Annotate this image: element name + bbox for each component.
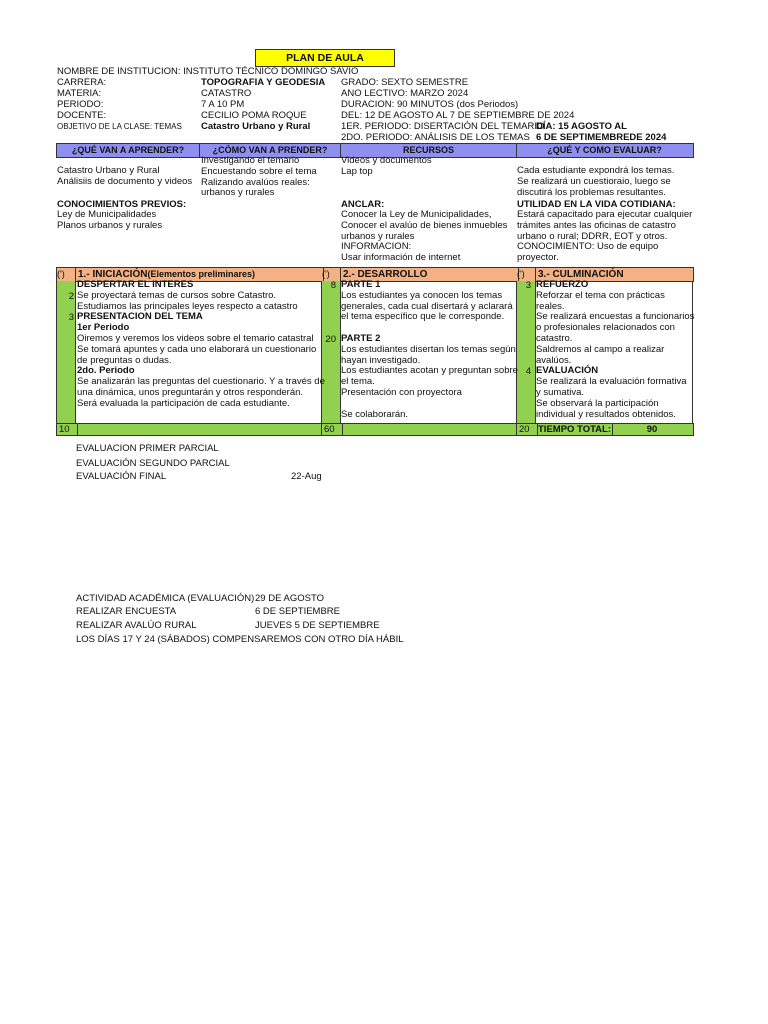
anclar-title: ANCLAR:	[341, 199, 385, 210]
col2-line: Encuestando sobre el tema	[201, 165, 317, 177]
des-line: Los estudiantes acotan y preguntan sobre	[341, 365, 518, 377]
col3-content	[341, 156, 432, 178]
col4b-content	[517, 210, 692, 264]
col3b-line: urbanos y rurales	[341, 230, 415, 242]
cul-line: o profesionales relacionados con	[536, 322, 675, 334]
cul-line: reales.	[536, 300, 565, 312]
institution-name: NOMBRE DE INSTITUCION: INSTITUTO TÉCNICO DOMINGO SAVIO	[57, 66, 359, 77]
primer-periodo: 1ER. PERIODO: DISERTACIÓN DEL TEMARIO	[341, 121, 545, 132]
col4b-line: Estará capacitado para ejecutar cualquier	[517, 209, 693, 220]
col-header-que: ¿QUÉ VAN A APRENDER?	[57, 144, 200, 157]
col2-content	[201, 156, 317, 199]
des-line: el tema.	[341, 376, 375, 388]
col4b-line: urbano o rural; DDRR, EOT y otros.	[517, 230, 668, 242]
col3b-content	[341, 210, 507, 264]
activity-3: REALIZAR AVALÚO RURAL	[76, 620, 197, 631]
grid-line	[56, 281, 57, 424]
tiempo-total-label: TIEMPO TOTAL:	[538, 424, 612, 435]
segundo-periodo: 2DO. PERIODO: ANÁLISIS DE LOS TEMAS	[341, 132, 530, 143]
ini-line: 2do. Periodo	[77, 365, 135, 377]
iniciacion-time-col	[57, 281, 75, 423]
activity-3-date: JUEVES 5 DE SEPTIEMBRE	[255, 620, 380, 631]
ini-line: Se proyectará temas de cursos sobre Catastro.	[77, 289, 277, 301]
activity-2-date: 6 DE SEPTIEMBRE	[255, 606, 340, 617]
ano-lectivo: ANO LECTIVO: MARZO 2024	[341, 88, 469, 99]
objetivo-value: Catastro Urbano y Rural	[201, 121, 311, 132]
col1-line: Análisiis de documento y videos	[57, 175, 193, 187]
phase-desarrollo: 2.- DESARROLLO	[341, 268, 519, 281]
col-header-recursos: RECURSOS	[341, 144, 517, 157]
col4-content	[517, 166, 674, 198]
col-header-como: ¿CÓMO VAN A PRENDER?	[200, 144, 341, 157]
docente-label: DOCENTE:	[57, 110, 107, 121]
ini-line: DESPERTAR EL INTERES	[77, 279, 194, 290]
eval-date: 22-Aug	[291, 471, 322, 482]
grid-line	[692, 281, 693, 424]
cul-line: individual y resultados obtenidos.	[536, 408, 676, 420]
phase-mark-3: (')	[517, 268, 536, 281]
materia-label: MATERIA:	[57, 88, 102, 99]
totals-row	[56, 423, 694, 436]
des-line: PARTE 2	[341, 333, 381, 344]
eval-3: EVALUACIÓN FINAL	[76, 471, 167, 482]
col1-content	[57, 166, 192, 188]
conocimientos-previos-title: CONOCIMIENTOS PREVIOS:	[57, 199, 187, 210]
ini-line: Se tomará apuntes y cada uno elaborará un cuestionario	[77, 343, 317, 355]
ini-line: Estudiamos las principales leyes respecto a catastro	[77, 300, 298, 312]
ini-line: Se analizarán las preguntas del cuestionario. Y a través de	[77, 376, 325, 388]
col3b-line: INFORMACION:	[341, 241, 412, 253]
col4b-line: trámites antes las oficinas de catastro	[517, 219, 676, 231]
col-header-evaluar: ¿QUÉ Y COMO EVALUAR?	[547, 145, 662, 155]
col2-line: Investigando el temario	[201, 155, 300, 166]
desarrollo-time-col	[322, 281, 340, 423]
col3b-line: Conocer la Ley de Municipalidades,	[341, 209, 492, 220]
cul-line: Saldremos al campo a realizar	[536, 343, 665, 355]
ini-line: de preguntas o dudas.	[77, 354, 172, 366]
col4b-line: proyector.	[517, 252, 559, 264]
des-line: Los estudiantes ya conocen los temas	[341, 289, 503, 301]
col3-line: Lap top	[341, 165, 373, 177]
cul-line: Reforzar el tema con prácticas	[536, 289, 665, 301]
col1b-content	[57, 210, 162, 232]
cul-line: Se observará la participación	[536, 397, 659, 409]
grado: GRADO: SEXTO SEMESTRE	[341, 77, 469, 88]
duracion: DURACION: 90 MINUTOS (dos Periodos)	[341, 99, 519, 110]
total-desarrollo: 60	[322, 424, 343, 435]
col3b-line: Conocer el avalúo de bienes inmuebles	[341, 219, 508, 231]
col2-line: Ralizando avalúos reales:	[201, 176, 310, 188]
des-minutes: 8	[330, 280, 336, 291]
ini-line: Oiremos y veremos los videos sobre el temario catastral	[77, 333, 314, 344]
col3b-line: Usar información de internet	[341, 252, 461, 264]
ini-line: 1er Periodo	[77, 322, 130, 334]
des-line: Los estudiantes disertan los temas según	[341, 343, 516, 355]
dia-line-1: DÍA: 15 AGOSTO AL	[536, 121, 627, 132]
activity-2: REALIZAR ENCUESTA	[76, 606, 177, 617]
phase-iniciacion-title: 1.- INICIACIÓN	[78, 269, 148, 280]
page-title: PLAN DE AULA	[255, 49, 395, 67]
des-line: generales, cada cual disertará y aclarará	[341, 300, 513, 312]
total-iniciacion: 10	[57, 424, 78, 435]
cul-line: Se realizará la evaluación formativa	[536, 376, 687, 388]
eval-1: EVALUACION PRIMER PARCIAL	[76, 443, 219, 454]
cul-line: Se realizará encuestas a funcionarios	[536, 311, 695, 323]
col4-line: discutirá los problemas resultantes.	[517, 186, 666, 198]
des-minutes: 20	[325, 334, 336, 345]
utilidad-title: UTILIDAD EN LA VIDA COTIDIANA:	[517, 199, 676, 210]
col4-line: Se realizará un cuestioraio, luego se	[517, 175, 671, 187]
ini-line: PRESENTACION DEL TEMA	[77, 311, 203, 323]
des-line: PARTE 1	[341, 279, 381, 290]
col4-line: Cada estudiante expondrá los temas.	[517, 165, 675, 176]
col1b-line: Planos urbanos y rurales	[57, 219, 163, 231]
des-line: el tema específico que le corresponde.	[341, 311, 505, 323]
compensation-note: LOS DÍAS 17 Y 24 (SÁBADOS) COMPENSAREMOS CON OTRO DÍA HÁBIL	[76, 634, 404, 645]
total-culminacion: 20	[517, 424, 538, 435]
carrera-label: CARRERA:	[57, 77, 107, 88]
dia-line-2: 6 DE SEPTIMEMBREDE 2024	[536, 132, 667, 143]
docente-value: CECILIO POMA ROQUE	[201, 110, 307, 121]
grid-line	[75, 281, 76, 424]
cul-line: EVALUACIÓN	[536, 365, 599, 377]
des-line: Se colaborarán.	[341, 408, 409, 420]
grid-line	[321, 281, 322, 424]
cul-line: REFUERZO	[536, 279, 589, 290]
cul-line: catastro.	[536, 333, 573, 344]
phase-mark-1: (')	[57, 268, 76, 281]
ini-line: Será evaluada la participación de cada estudiante.	[77, 397, 290, 409]
activity-1-date: 29 DE AGOSTO	[255, 593, 324, 604]
tiempo-total-value: 90	[646, 424, 658, 435]
cul-minutes: 4	[525, 366, 531, 378]
periodo-label: PERIODO:	[57, 99, 104, 110]
col3-line: Videos y documentos	[341, 155, 432, 166]
culminacion-time-col	[517, 281, 535, 423]
cul-line: avalúos.	[536, 354, 572, 366]
eval-2: EVALUACIÓN SEGUNDO PARCIAL	[76, 458, 230, 469]
cul-line: y sumativa.	[536, 387, 585, 398]
periodo-value: 7 A 10 PM	[201, 99, 245, 110]
phase-iniciacion-sub: (Elementos preliminares)	[147, 269, 255, 279]
col1-line: Catastro Urbano y Rural	[57, 165, 160, 176]
ini-minutes: 3	[68, 312, 74, 324]
materia-value: CATASTRO	[201, 88, 252, 99]
des-line: hayan investigado.	[341, 354, 421, 366]
totals-spacer	[341, 424, 517, 435]
objetivo-label: OBJETIVO DE LA CLASE: TEMAS	[57, 122, 182, 131]
fechas-del: DEL: 12 DE AGOSTO AL 7 DE SEPTIEMBRE DE 2024	[341, 110, 575, 121]
cul-minutes: 3	[525, 280, 531, 291]
des-line: Presentación con proyectora	[341, 387, 462, 398]
ini-line: una dinámica, unos preguntarán y otros responderán.	[77, 387, 304, 398]
col4b-line: CONOCIMIENTO: Uso de equipo	[517, 241, 659, 253]
phase-culminacion: 3.- CULMINACIÓN	[538, 269, 624, 280]
phase-mark-2: (')	[322, 268, 341, 281]
col2-line: urbanos y rurales	[201, 187, 275, 199]
activity-1: ACTIVIDAD ACADÉMICA (EVALUACIÓN)	[76, 593, 255, 604]
carrera-value: TOPOGRAFIA Y GEODESIA	[201, 77, 326, 88]
totals-spacer	[76, 424, 322, 435]
ini-minutes: 2	[68, 290, 74, 302]
grid-line	[516, 281, 517, 424]
col1b-line: Ley de Municipalidades	[57, 209, 157, 220]
